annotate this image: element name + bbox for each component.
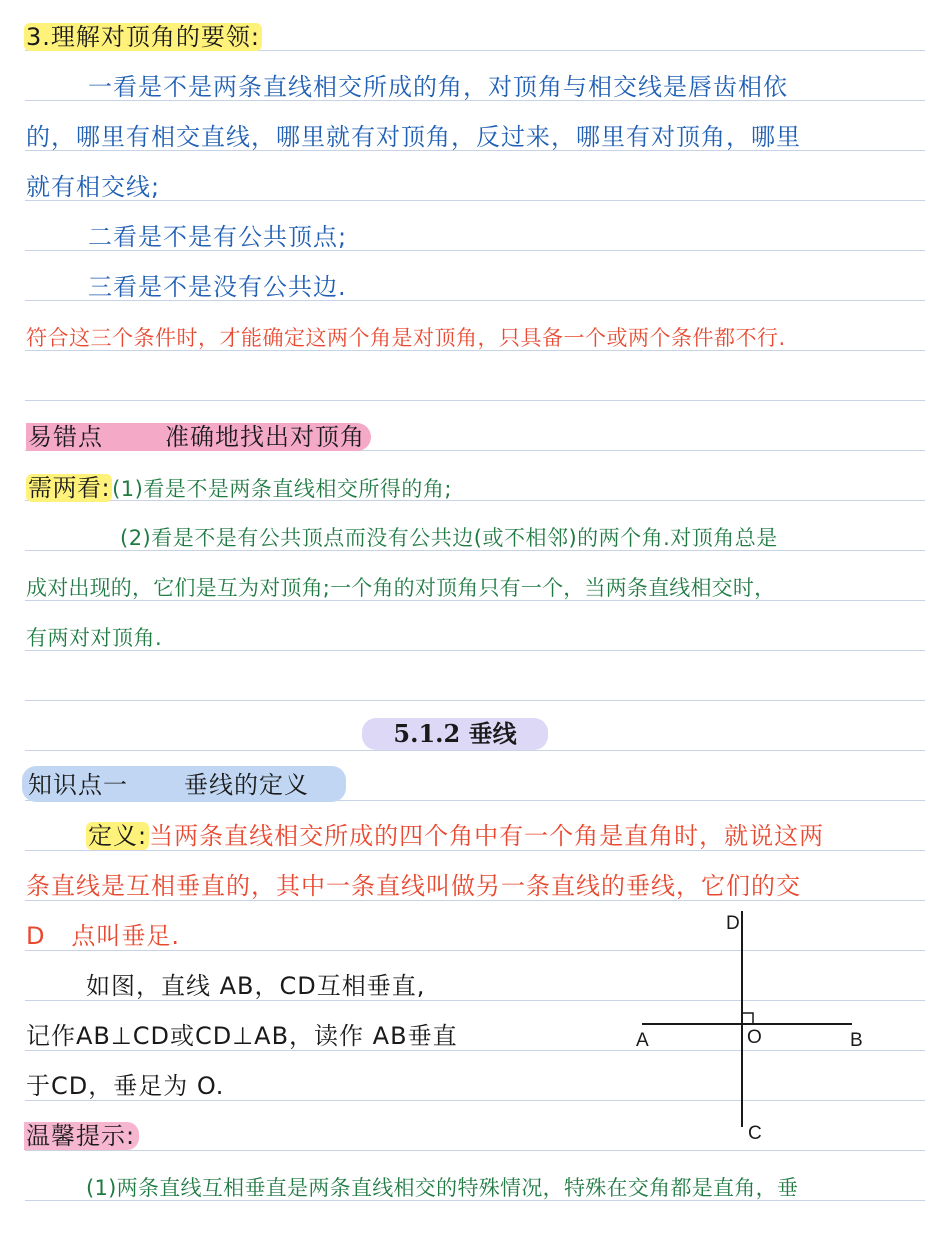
paragraph-line: (1)两条直线互相垂直是两条直线相交的特殊情况，特殊在交角都是直角，垂: [86, 1176, 799, 1200]
example-line: 于CD，垂足为 O.: [26, 1072, 225, 1100]
label-c: C: [748, 1123, 762, 1144]
label-o: O: [747, 1027, 762, 1048]
paragraph-line: 的，哪里有相交直线，哪里就有对顶角，反过来，哪里有对顶角，哪里: [26, 123, 801, 151]
tips-heading: [24, 1121, 139, 1151]
example-line: 如图，直线 AB，CD互相垂直,: [86, 972, 426, 1000]
paragraph-line: 有两对对顶角.: [26, 626, 163, 650]
need-two-checks: [26, 473, 452, 504]
knowledge-point-heading: [28, 770, 309, 800]
paragraph-line: 符合这三个条件时，才能确定这两个角是对顶角，只具备一个或两个条件都不行.: [26, 326, 786, 350]
heading-3-text: 3.理解对顶角的要领:: [26, 23, 260, 51]
definition-line: [86, 821, 824, 851]
knowledge-point-text: 垂线的定义: [184, 771, 309, 799]
need-label: 需两看:: [28, 474, 111, 502]
paragraph-line: 条直线是互相垂直的，其中一条直线叫做另一条直线的垂线，它们的交: [26, 872, 801, 900]
paragraph-line: 成对出现的，它们是互为对顶角;一个角的对顶角只有一个，当两条直线相交时，: [26, 576, 776, 600]
label-a: A: [636, 1030, 649, 1051]
paragraph-line: 三看是不是没有公共边.: [88, 273, 347, 301]
tips-label: 温馨提示:: [24, 1122, 139, 1150]
paragraph-line: (2)看是不是有公共顶点而没有公共边(或不相邻)的两个角.对顶角总是: [120, 526, 778, 550]
error-point-label: 易错点: [28, 423, 103, 451]
error-point-heading: [26, 422, 371, 452]
example-line: 记作AB⊥CD或CD⊥AB，读作 AB垂直: [26, 1022, 458, 1050]
paragraph-line: 一看是不是两条直线相交所成的角，对顶角与相交线是唇齿相依: [88, 73, 788, 101]
heading-3: [24, 22, 262, 52]
right-angle-mark: [742, 1013, 753, 1024]
definition-label: 定义:: [88, 822, 148, 850]
need-1: (1)看是不是两条直线相交所得的角;: [112, 477, 452, 501]
paragraph-line: 二看是不是有公共顶点;: [88, 223, 348, 251]
perpendicular-lines-figure: [630, 905, 870, 1145]
paragraph-line: 就有相交线;: [26, 173, 161, 201]
knowledge-point-label: 知识点一: [28, 771, 128, 799]
error-point-text: 准确地找出对顶角: [165, 423, 365, 451]
error-point-highlight: [26, 423, 371, 451]
definition-text-1: 当两条直线相交所成的四个角中有一个角是直角时，就说这两: [149, 822, 825, 850]
label-b: B: [850, 1030, 863, 1051]
label-d: D: [726, 913, 740, 934]
paragraph-line: D 点叫垂足.: [26, 922, 180, 950]
section-title: 5.1.2 垂线: [362, 718, 548, 750]
